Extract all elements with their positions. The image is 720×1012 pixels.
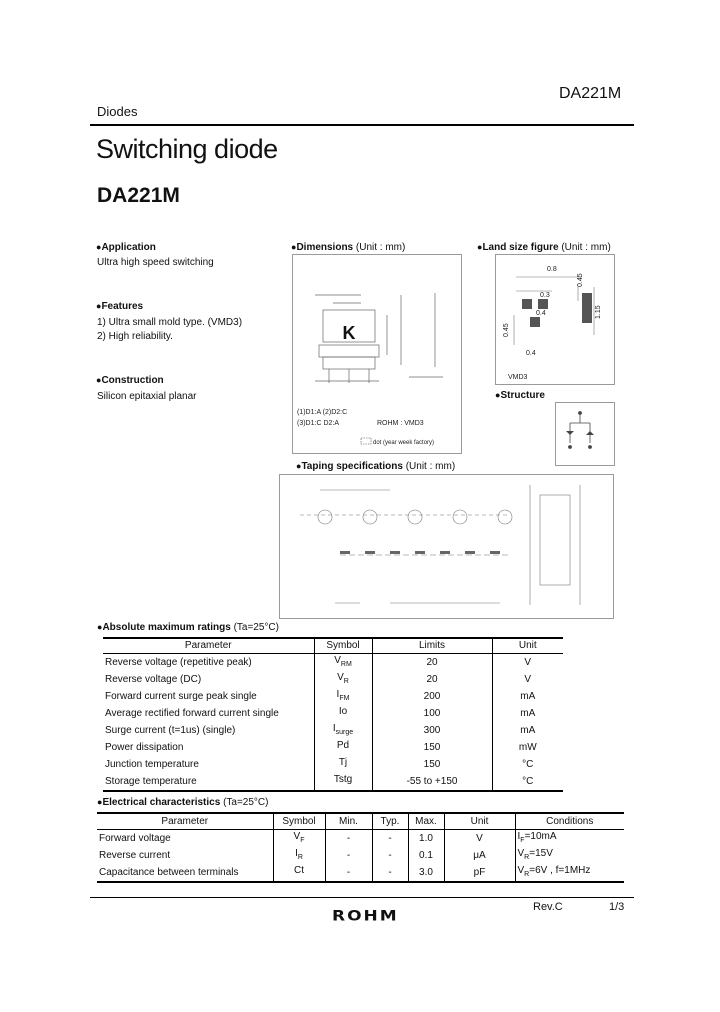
conditions-cell: $I_F=10mA$ bbox=[515, 829, 624, 847]
max-cell: 0.1 bbox=[408, 847, 444, 864]
land-size-drawing bbox=[496, 255, 614, 384]
column-header: Max. bbox=[408, 813, 444, 829]
package-maker: ROHM : VMD3 bbox=[377, 420, 424, 427]
column-header: Limits bbox=[372, 638, 492, 653]
abs-max-heading: ●Absolute maximum ratings (Ta=25°C) bbox=[97, 622, 279, 633]
feature-item-2: 2) High reliability. bbox=[97, 331, 173, 342]
typ-cell: - bbox=[372, 864, 408, 882]
unit-cell: mW bbox=[492, 739, 563, 756]
symbol-cell: Tj bbox=[314, 756, 372, 773]
symbol-cell: $I_{FM}$ bbox=[314, 688, 372, 705]
construction-heading: ●Construction bbox=[96, 375, 164, 386]
revision-label: Rev.C bbox=[533, 901, 563, 913]
land-dim-pitch: 0.45 bbox=[503, 323, 510, 337]
param-cell: Reverse voltage (repetitive peak) bbox=[105, 656, 252, 668]
table-row bbox=[97, 829, 624, 847]
part-heading: DA221M bbox=[97, 184, 180, 207]
column-header: Parameter bbox=[97, 813, 273, 829]
table-row bbox=[103, 688, 563, 705]
column-header: Parameter bbox=[103, 638, 314, 653]
unit-cell: pF bbox=[444, 864, 515, 882]
limit-cell: 300 bbox=[372, 722, 492, 739]
elec-char-table bbox=[97, 812, 624, 883]
param-cell: Forward current surge peak single bbox=[105, 690, 257, 702]
table-row bbox=[103, 773, 563, 791]
application-heading: ●Application bbox=[96, 242, 156, 253]
land-dim-width: 0.8 bbox=[547, 266, 557, 273]
bullet-icon: ● bbox=[97, 622, 103, 632]
bullet-icon: ● bbox=[96, 375, 102, 385]
header-part-number: DA221M bbox=[559, 85, 622, 102]
features-heading: ●Features bbox=[96, 301, 144, 312]
land-dim-gap: 0.4 bbox=[536, 310, 546, 317]
unit-cell: V bbox=[492, 653, 563, 671]
limit-cell: -55 to +150 bbox=[372, 773, 492, 791]
bullet-icon: ● bbox=[495, 390, 501, 400]
limit-cell: 150 bbox=[372, 756, 492, 773]
table-row bbox=[97, 864, 624, 882]
table-row bbox=[103, 653, 563, 671]
dimensions-drawing bbox=[293, 255, 461, 453]
land-dim-pad-b: 0.4 bbox=[526, 350, 536, 357]
abs-max-table bbox=[103, 637, 563, 792]
dot-note: dot (year week factory) bbox=[373, 440, 435, 446]
rohm-logo: ROHM bbox=[332, 907, 399, 925]
table-row bbox=[103, 671, 563, 688]
column-header: Symbol bbox=[314, 638, 372, 653]
symbol-cell: Io bbox=[314, 705, 372, 722]
param-cell: Capacitance between terminals bbox=[97, 864, 273, 882]
limit-cell: 20 bbox=[372, 653, 492, 671]
symbol-cell: Pd bbox=[314, 739, 372, 756]
bullet-icon: ● bbox=[97, 797, 103, 807]
dimensions-heading: ●Dimensions (Unit : mm) bbox=[291, 242, 406, 253]
symbol-cell: $V_R$ bbox=[314, 671, 372, 688]
taping-figure bbox=[279, 474, 614, 619]
land-dim-height-b: 1.15 bbox=[595, 305, 602, 319]
max-cell: 3.0 bbox=[408, 864, 444, 882]
footer-divider bbox=[90, 897, 634, 898]
param-cell: Reverse current bbox=[99, 849, 171, 861]
unit-cell: mA bbox=[492, 688, 563, 705]
column-header: Unit bbox=[444, 813, 515, 829]
diode-1-icon bbox=[566, 431, 574, 435]
unit-cell: V bbox=[492, 671, 563, 688]
param-cell: Reverse voltage (DC) bbox=[105, 673, 202, 685]
symbol-cell: $I_R$ bbox=[273, 847, 325, 864]
taping-drawing bbox=[280, 475, 613, 618]
marking-code: K bbox=[342, 323, 356, 343]
bullet-icon: ● bbox=[96, 242, 102, 252]
param-cell: Power dissipation bbox=[105, 741, 184, 753]
param-cell: Storage temperature bbox=[103, 773, 314, 791]
conditions-cell: $V_R=6V$ , f=1MHz bbox=[515, 864, 624, 882]
category-label: Diodes bbox=[97, 104, 138, 119]
table-row bbox=[103, 705, 563, 722]
bullet-icon: ● bbox=[296, 461, 302, 471]
column-header: Conditions bbox=[515, 813, 624, 829]
table-row bbox=[103, 739, 563, 756]
table-row bbox=[103, 722, 563, 739]
bullet-icon: ● bbox=[477, 242, 483, 252]
unit-cell: μA bbox=[444, 847, 515, 864]
land-dim-height-a: 0.45 bbox=[577, 273, 584, 287]
application-text: Ultra high speed switching bbox=[97, 257, 214, 268]
typ-cell: - bbox=[372, 829, 408, 847]
conditions-cell: $V_R=15V$ bbox=[515, 847, 624, 864]
pin-assignment-2: (3)D1:C D2:A bbox=[297, 420, 340, 427]
min-cell: - bbox=[325, 864, 372, 882]
param-cell: Surge current (t=1us) (single) bbox=[105, 724, 236, 736]
column-header: Unit bbox=[492, 638, 563, 653]
param-cell: Average rectified forward current single bbox=[105, 707, 279, 719]
column-header: Typ. bbox=[372, 813, 408, 829]
typ-cell: - bbox=[372, 847, 408, 864]
symbol-cell: $V_F$ bbox=[273, 829, 325, 847]
max-cell: 1.0 bbox=[408, 829, 444, 847]
min-cell: - bbox=[325, 829, 372, 847]
structure-figure bbox=[555, 402, 615, 466]
column-header: Symbol bbox=[273, 813, 325, 829]
param-cell: Forward voltage bbox=[99, 832, 171, 844]
table-header-row bbox=[103, 638, 563, 653]
land-size-figure bbox=[495, 254, 615, 385]
page-number: 1/3 bbox=[609, 901, 625, 913]
construction-text: Silicon epitaxial planar bbox=[97, 391, 197, 402]
taping-heading: ●Taping specifications (Unit : mm) bbox=[296, 461, 456, 472]
structure-heading: ●Structure bbox=[495, 390, 545, 401]
symbol-cell: $V_{RM}$ bbox=[314, 653, 372, 671]
elec-char-heading: ●Electrical characteristics (Ta=25°C) bbox=[97, 797, 269, 808]
page-title: Switching diode bbox=[96, 134, 278, 164]
column-header: Min. bbox=[325, 813, 372, 829]
unit-cell: °C bbox=[492, 773, 563, 791]
table-row bbox=[103, 756, 563, 773]
limit-cell: 200 bbox=[372, 688, 492, 705]
unit-cell: °C bbox=[492, 756, 563, 773]
limit-cell: 150 bbox=[372, 739, 492, 756]
symbol-cell: Tstg bbox=[314, 773, 372, 791]
param-cell: Junction temperature bbox=[105, 758, 199, 770]
unit-cell: mA bbox=[492, 722, 563, 739]
land-size-heading: ●Land size figure (Unit : mm) bbox=[477, 242, 611, 253]
feature-item-1: 1) Ultra small mold type. (VMD3) bbox=[97, 317, 243, 328]
bullet-icon: ● bbox=[96, 301, 102, 311]
symbol-cell: Ct bbox=[273, 864, 325, 882]
header-divider bbox=[90, 124, 634, 126]
table-row bbox=[97, 847, 624, 864]
limit-cell: 20 bbox=[372, 671, 492, 688]
land-dim-pad: 0.3 bbox=[540, 292, 550, 299]
land-package: VMD3 bbox=[508, 374, 528, 381]
dimensions-figure bbox=[292, 254, 462, 454]
min-cell: - bbox=[325, 847, 372, 864]
diode-2-icon bbox=[586, 431, 594, 435]
limit-cell: 100 bbox=[372, 705, 492, 722]
bullet-icon: ● bbox=[291, 242, 297, 252]
table-header-row bbox=[97, 813, 624, 829]
structure-diagram bbox=[556, 403, 614, 465]
unit-cell: mA bbox=[492, 705, 563, 722]
pin-assignment-1: (1)D1:A (2)D2:C bbox=[297, 409, 348, 416]
unit-cell: V bbox=[444, 829, 515, 847]
symbol-cell: $I_{surge}$ bbox=[314, 722, 372, 739]
